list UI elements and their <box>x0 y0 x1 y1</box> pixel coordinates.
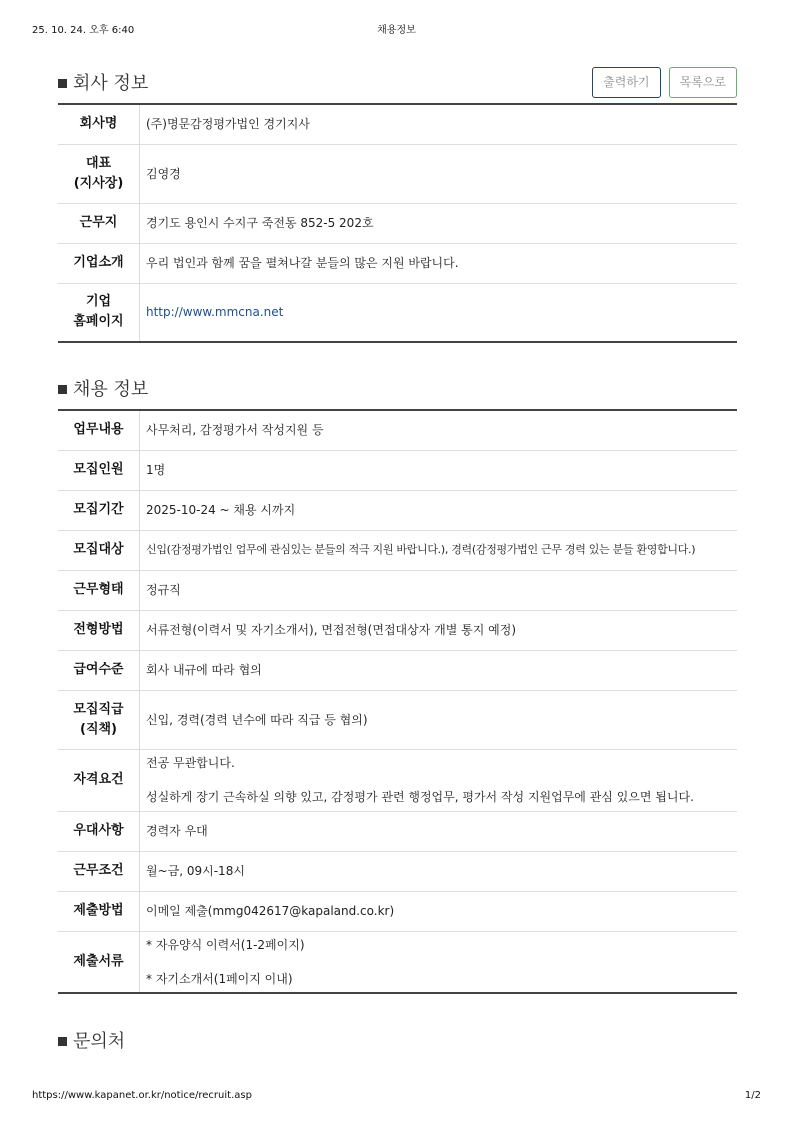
row-label-line: 기업 <box>85 294 112 310</box>
row-label: 기업소개 <box>58 243 140 283</box>
print-title: 채용정보 <box>377 25 416 36</box>
table-row <box>58 203 737 243</box>
row-label: 우대사항 <box>58 811 140 851</box>
row-label-line: (직책) <box>80 721 117 737</box>
table-row <box>58 749 737 811</box>
table-row <box>58 931 737 993</box>
table-row <box>58 243 737 283</box>
company-intro: 우리 법인과 함께 꿈을 펼쳐나갈 분들의 많은 지원 바랍니다. <box>140 243 738 283</box>
submit-method-value: 이메일 제출(mmg042617@kapaland.co.kr) <box>140 891 738 931</box>
table-row <box>58 891 737 931</box>
row-label: 자격요건 <box>58 749 140 811</box>
documents-cell <box>140 931 738 993</box>
table-row <box>58 410 737 450</box>
table-row <box>58 104 737 144</box>
row-label-line: 대표 <box>85 155 112 171</box>
print-date: 25. 10. 24. 오후 6:40 <box>32 25 135 36</box>
print-header <box>32 21 761 37</box>
period-value: 2025-10-24 ~ 채용 시까지 <box>140 490 738 530</box>
row-label <box>58 690 140 749</box>
company-section-header <box>58 67 737 97</box>
row-label-line: (지사장) <box>73 175 124 191</box>
page-url: https://www.kapanet.or.kr/notice/recruit.asp <box>32 1090 252 1101</box>
row-label: 회사명 <box>58 104 140 144</box>
table-row <box>58 811 737 851</box>
row-label: 모집기간 <box>58 490 140 530</box>
row-label-line: 모집직급 <box>73 701 124 717</box>
section-title-company: 회사 정보 <box>73 73 149 94</box>
selection-value: 서류전형(이력서 및 자기소개서), 면접전형(면접대상자 개별 통지 예정) <box>140 610 738 650</box>
table-row <box>58 610 737 650</box>
conditions-value: 월~금, 09시-18시 <box>140 851 738 891</box>
target-value: 신입(감정평가법인 업무에 관심있는 분들의 적극 지원 바랍니다.), 경력(감정평가법인 근무 경력 있는 분들 환영합니다.) <box>140 530 738 570</box>
row-label <box>58 144 140 203</box>
qualification-cell <box>140 749 738 811</box>
row-label: 모집대상 <box>58 530 140 570</box>
row-label: 근무지 <box>58 203 140 243</box>
row-label: 근무조건 <box>58 851 140 891</box>
print-footer <box>32 1090 761 1106</box>
print-button[interactable]: 출력하기 <box>592 67 660 98</box>
table-row <box>58 490 737 530</box>
square-bullet-icon <box>58 79 67 88</box>
row-label: 급여수준 <box>58 650 140 690</box>
square-bullet-icon <box>58 385 67 394</box>
square-bullet-icon <box>58 1037 67 1046</box>
section-title-recruit: 채용 정보 <box>73 379 149 400</box>
table-row <box>58 570 737 610</box>
company-info-table <box>58 103 737 343</box>
qualification-line: 전공 무관합니다. <box>146 756 235 770</box>
recruit-section-header <box>58 373 737 403</box>
row-label: 전형방법 <box>58 610 140 650</box>
documents-line: * 자기소개서(1페이지 이내) <box>146 971 293 986</box>
employment-type-value: 정규직 <box>140 570 738 610</box>
action-buttons <box>589 67 737 97</box>
table-row <box>58 690 737 749</box>
row-label: 제출방법 <box>58 891 140 931</box>
contact-section-header <box>58 1025 737 1055</box>
table-row <box>58 283 737 342</box>
table-row <box>58 851 737 891</box>
headcount-value: 1명 <box>140 450 738 490</box>
section-title-contact: 문의처 <box>73 1031 126 1052</box>
ceo-name: 김영경 <box>140 144 738 203</box>
qualification-line: 성실하게 장기 근속하실 의향 있고, 감정평가 관련 행정업무, 평가서 작성 지원업무에 관심 있으면 됩니다. <box>146 790 694 804</box>
recruit-info-table <box>58 409 737 994</box>
documents-line: * 자유양식 이력서(1-2페이지) <box>146 937 305 952</box>
company-name: (주)명문감정평가법인 경기지사 <box>140 104 738 144</box>
row-label: 모집인원 <box>58 450 140 490</box>
homepage-cell <box>140 283 738 342</box>
row-label: 제출서류 <box>58 931 140 993</box>
salary-value: 회사 내규에 따라 협의 <box>140 650 738 690</box>
table-row <box>58 530 737 570</box>
row-label: 근무형태 <box>58 570 140 610</box>
table-row <box>58 144 737 203</box>
table-row <box>58 450 737 490</box>
position-value: 신입, 경력(경력 년수에 따라 직급 등 협의) <box>140 690 738 749</box>
preference-value: 경력자 우대 <box>140 811 738 851</box>
homepage-link[interactable]: http://www.mmcna.net <box>146 305 284 320</box>
table-row <box>58 650 737 690</box>
duty-value: 사무처리, 감정평가서 작성지원 등 <box>140 410 738 450</box>
row-label-line: 홈페이지 <box>73 314 124 330</box>
page-number: 1/2 <box>744 1090 761 1101</box>
list-button[interactable]: 목록으로 <box>669 67 737 98</box>
row-label <box>58 283 140 342</box>
row-label: 업무내용 <box>58 410 140 450</box>
work-location: 경기도 용인시 수지구 죽전동 852-5 202호 <box>140 203 738 243</box>
